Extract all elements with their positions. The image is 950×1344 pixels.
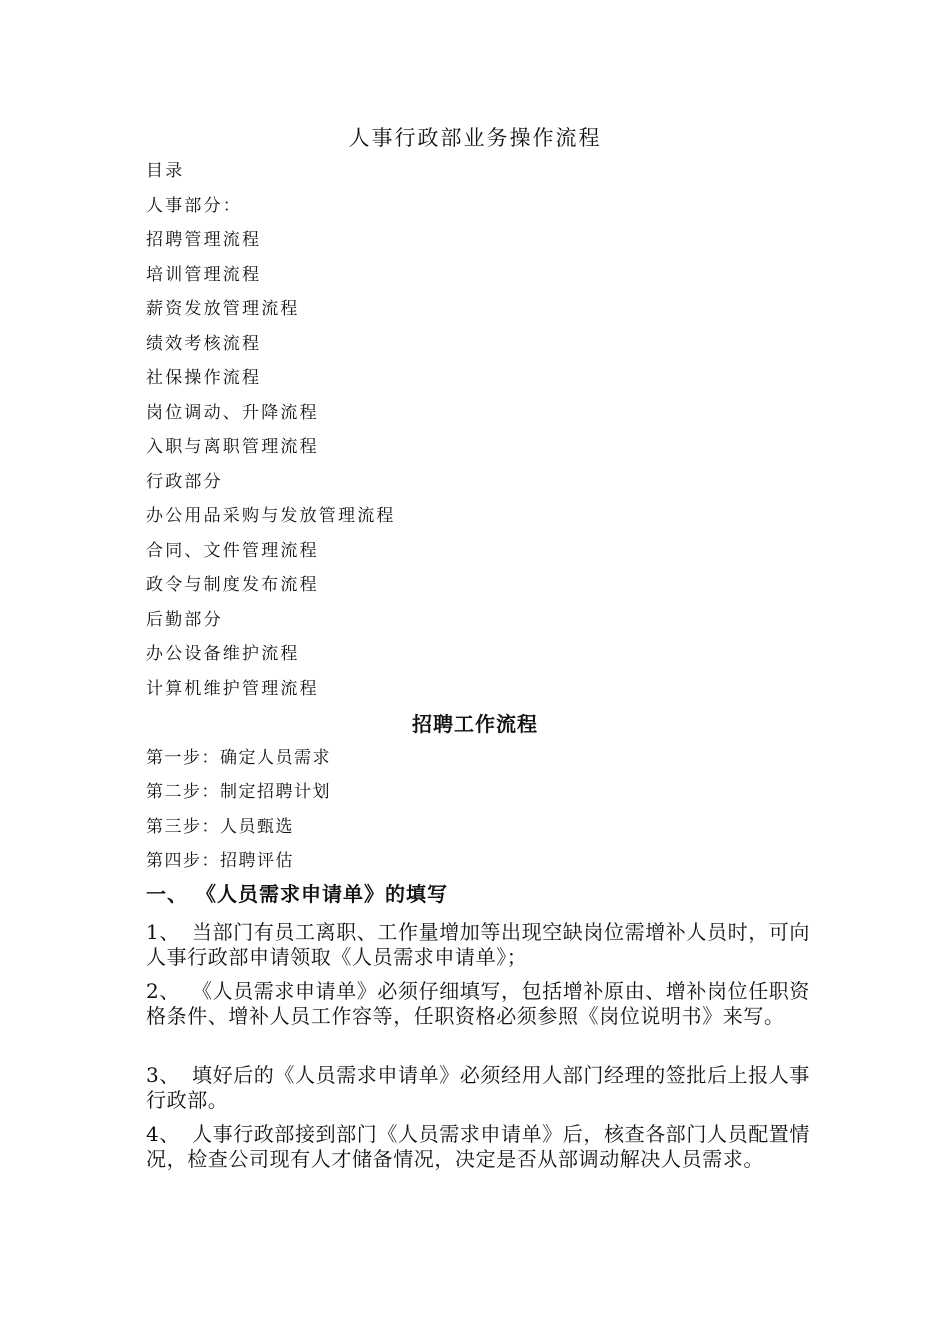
toc-item: 计算机维护管理流程 <box>146 679 319 699</box>
step-item: 第四步：招聘评估 <box>146 851 294 871</box>
toc-item: 政令与制度发布流程 <box>146 575 319 595</box>
toc-item: 岗位调动、升降流程 <box>146 403 319 423</box>
paragraph <box>146 1122 822 1172</box>
toc-item: 社保操作流程 <box>146 368 262 388</box>
toc-item: 办公用品采购与发放管理流程 <box>146 506 396 526</box>
paragraph-text: 《人员需求申请单》必须仔细填写，包括增补原由、增补岗位任职资格条件、增补人员工作容等，任职资格必须参照《岗位说明书》来写。 <box>146 979 810 1028</box>
toc-item: 招聘管理流程 <box>146 230 262 250</box>
toc-item: 后勤部分 <box>146 610 223 630</box>
paragraph-text: 当部门有员工离职、工作量增加等出现空缺岗位需增补人员时，可向人事行政部申请领取《人员需求申请单》； <box>146 920 810 969</box>
step-item: 第三步：人员甄选 <box>146 817 294 837</box>
step-item: 第一步：确定人员需求 <box>146 748 331 768</box>
paragraph <box>146 920 822 970</box>
toc-item: 入职与离职管理流程 <box>146 437 319 457</box>
paragraph-number: 3、 <box>146 1063 180 1087</box>
document-title: 人事行政部业务操作流程 <box>348 126 602 150</box>
paragraph <box>146 979 822 1029</box>
paragraph-number: 2、 <box>146 979 180 1003</box>
toc-item: 行政部分 <box>146 472 223 492</box>
paragraph-number: 1、 <box>146 920 180 944</box>
toc-item: 薪资发放管理流程 <box>146 299 300 319</box>
toc-item: 办公设备维护流程 <box>146 644 300 664</box>
toc-item: 合同、文件管理流程 <box>146 541 319 561</box>
step-item: 第二步：制定招聘计划 <box>146 782 331 802</box>
toc-item: 绩效考核流程 <box>146 334 262 354</box>
toc-heading: 目录 <box>146 161 185 181</box>
toc-item: 人事部分： <box>146 196 242 216</box>
paragraph <box>146 1063 822 1113</box>
toc-item: 培训管理流程 <box>146 265 262 285</box>
paragraph-text: 填好后的《人员需求申请单》必须经用人部门经理的签批后上报人事行政部。 <box>146 1063 810 1112</box>
paragraph-number: 4、 <box>146 1122 180 1146</box>
paragraph-text: 人事行政部接到部门《人员需求申请单》后，核查各部门人员配置情况，检查公司现有人才储备情况，决定是否从部调动解决人员需求。 <box>146 1122 810 1171</box>
sub-heading: 一、 《人员需求申请单》的填写 <box>146 882 448 906</box>
section-title: 招聘工作流程 <box>412 712 538 736</box>
